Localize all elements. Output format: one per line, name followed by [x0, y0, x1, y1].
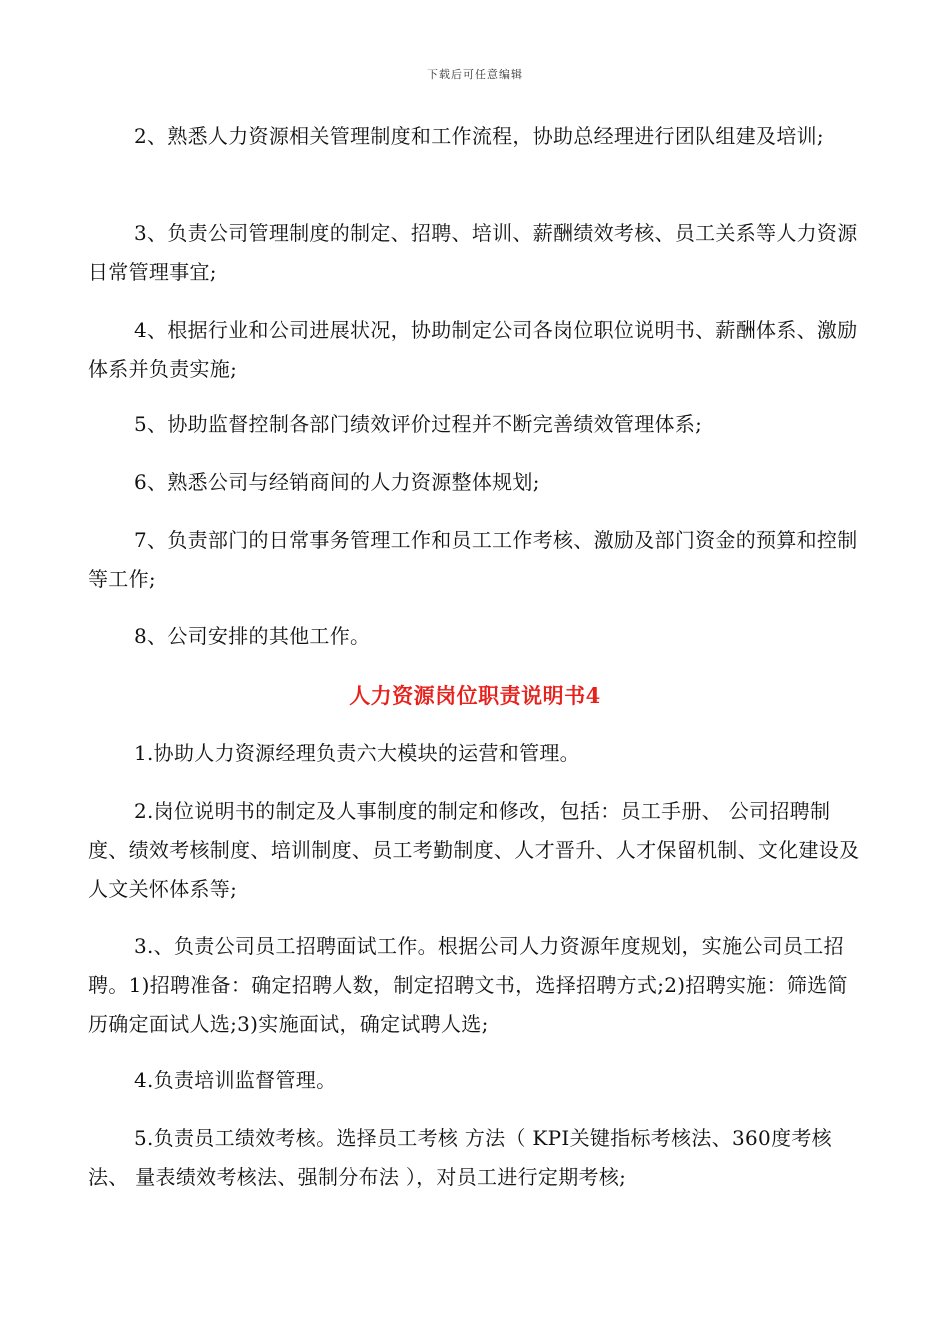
- duty-item-5: 5、协助监督控制各部门绩效评价过程并不断完善绩效管理体系;: [134, 412, 703, 436]
- section-title: 人力资源岗位职责说明书4: [349, 683, 601, 708]
- duty-item-s2-1: 1.协助人力资源经理负责六大模块的运营和管理。: [134, 741, 580, 765]
- duty-item-s2-5: 5.负责员工绩效考核。选择员工考核 方法（ KPI关键指标考核法、360度考核法、 量表绩效考核法、强制分布法 ），对员工进行定期考核;: [88, 1126, 832, 1189]
- duty-item-3: 3、负责公司管理制度的制定、招聘、培训、薪酬绩效考核、员工关系等人力资源日常管理事宜;: [88, 221, 858, 284]
- duty-item-4: 4、根据行业和公司进展状况，协助制定公司各岗位职位说明书、薪酬体系、激励体系并负责实施;: [88, 318, 858, 381]
- duty-item-7: 7、负责部门的日常事务管理工作和员工工作考核、激励及部门资金的预算和控制等工作;: [88, 528, 858, 591]
- header-note: 下载后可任意编辑: [427, 68, 523, 81]
- duty-item-s2-4: 4.负责培训监督管理。: [134, 1068, 337, 1092]
- duty-item-s2-3: 3.、负责公司员工招聘面试工作。根据公司人力资源年度规划，实施公司员工招聘。1)招聘准备：确定招聘人数，制定招聘文书，选择招聘方式;2)招聘实施：筛选简历确定面试人选;3)实施面试，确定试聘人选;: [88, 934, 848, 1036]
- duty-item-s2-2: 2.岗位说明书的制定及人事制度的制定和修改，包括：员工手册、 公司招聘制度、绩效考核制度、培训制度、员工考勤制度、人才晋升、人才保留机制、文化建设及人文关怀体系等;: [88, 799, 860, 901]
- duty-item-6: 6、熟悉公司与经销商间的人力资源整体规划;: [134, 470, 540, 494]
- duty-item-8: 8、公司安排的其他工作。: [134, 624, 371, 648]
- duty-item-2: 2、熟悉人力资源相关管理制度和工作流程，协助总经理进行团队组建及培训;: [134, 124, 824, 148]
